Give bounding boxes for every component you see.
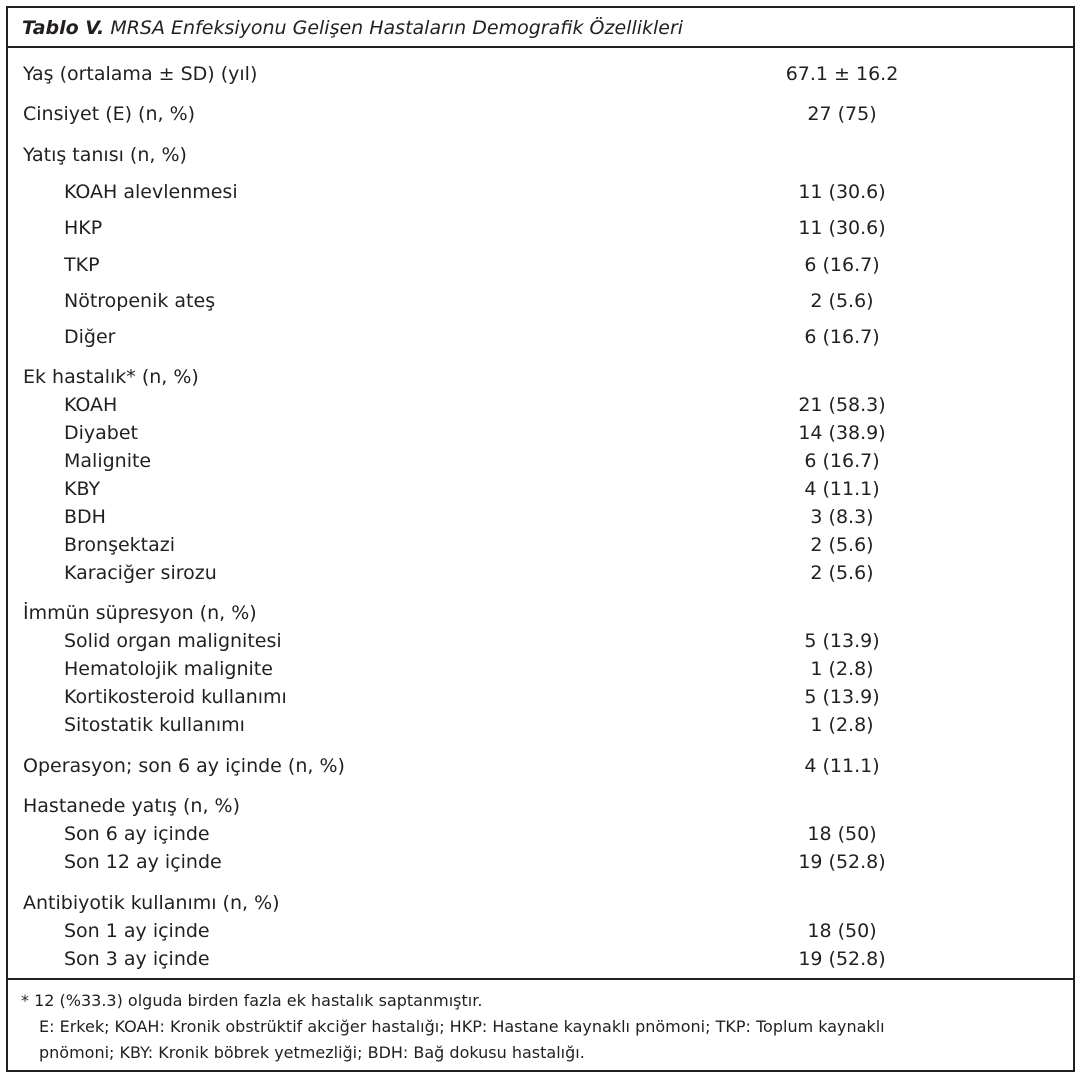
table-title — [22, 17, 683, 39]
row-label: KOAH — [64, 394, 118, 416]
table-row — [8, 532, 1073, 558]
row-label: Hastanede yatış (n, %) — [23, 795, 240, 817]
row-label: TKP — [64, 254, 100, 276]
table-row — [8, 420, 1073, 446]
row-label: Antibiyotik kullanımı (n, %) — [23, 892, 280, 914]
table-title-lead: Tablo V. — [22, 17, 105, 39]
row-label: Son 12 ay içinde — [64, 851, 222, 873]
table-row — [8, 142, 1073, 168]
row-label: Hematolojik malignite — [64, 658, 273, 680]
row-value: 11 (30.6) — [798, 217, 886, 239]
row-label: Yaş (ortalama ± SD) (yıl) — [23, 63, 258, 85]
row-value: 2 (5.6) — [810, 290, 874, 312]
table-row — [8, 288, 1073, 314]
row-label: Diğer — [64, 326, 116, 348]
table-row — [8, 252, 1073, 278]
table-row — [8, 849, 1073, 875]
row-value: 6 (16.7) — [804, 254, 880, 276]
row-value: 1 (2.8) — [810, 658, 874, 680]
row-label: Operasyon; son 6 ay içinde (n, %) — [23, 755, 345, 777]
table-row — [8, 753, 1073, 779]
row-value: 5 (13.9) — [804, 686, 880, 708]
footnote-abbreviations: E: Erkek; KOAH: Kronik obstrüktif akciğer hastalığı; HKP: Hastane kaynaklı pnömoni; TKP: Toplum kaynaklı — [39, 1017, 885, 1036]
row-label: Diyabet — [64, 422, 138, 444]
row-label: Solid organ malignitesi — [64, 630, 282, 652]
row-label: Son 1 ay içinde — [64, 920, 210, 942]
table-row — [8, 628, 1073, 654]
row-value: 4 (11.1) — [804, 755, 880, 777]
row-value: 27 (75) — [807, 103, 877, 125]
table-row — [8, 712, 1073, 738]
table-row — [8, 793, 1073, 819]
row-value: 6 (16.7) — [804, 450, 880, 472]
table-row — [8, 504, 1073, 530]
row-label: Sitostatik kullanımı — [64, 714, 245, 736]
table-row — [8, 600, 1073, 626]
row-value: 11 (30.6) — [798, 181, 886, 203]
row-label: Bronşektazi — [64, 534, 176, 556]
row-value: 2 (5.6) — [810, 534, 874, 556]
row-value: 14 (38.9) — [798, 422, 886, 444]
table-row — [8, 656, 1073, 682]
row-label: Cinsiyet (E) (n, %) — [23, 103, 196, 125]
table-row — [8, 101, 1073, 127]
row-label: Son 3 ay içinde — [64, 948, 210, 970]
table-row — [8, 946, 1073, 972]
row-label: Nötropenik ateş — [64, 290, 216, 312]
table-row — [8, 684, 1073, 710]
row-label: BDH — [64, 506, 106, 528]
table-title-bar — [8, 8, 1073, 48]
row-value: 6 (16.7) — [804, 326, 880, 348]
footnote-abbreviations-cont: pnömoni; KBY: Kronik böbrek yetmezliği; BDH: Bağ dokusu hastalığı. — [39, 1043, 585, 1062]
table-row — [8, 821, 1073, 847]
row-label: KBY — [64, 478, 101, 500]
row-value: 19 (52.8) — [798, 948, 886, 970]
table-divider — [8, 978, 1073, 980]
row-value: 1 (2.8) — [810, 714, 874, 736]
row-label: Karaciğer sirozu — [64, 562, 217, 584]
table-row — [8, 364, 1073, 390]
row-value: 5 (13.9) — [804, 630, 880, 652]
table-frame — [6, 6, 1075, 1072]
table-row — [8, 324, 1073, 350]
row-label: Son 6 ay içinde — [64, 823, 210, 845]
row-label: İmmün süpresyon (n, %) — [23, 602, 257, 624]
row-label: Kortikosteroid kullanımı — [64, 686, 287, 708]
table-row — [8, 448, 1073, 474]
row-value: 18 (50) — [807, 920, 877, 942]
row-value: 3 (8.3) — [810, 506, 874, 528]
row-label: HKP — [64, 217, 103, 239]
table-row — [8, 215, 1073, 241]
table-row — [8, 392, 1073, 418]
table-row — [8, 890, 1073, 916]
table-row — [8, 476, 1073, 502]
row-label: Ek hastalık* (n, %) — [23, 366, 199, 388]
row-value: 21 (58.3) — [798, 394, 886, 416]
row-label: KOAH alevlenmesi — [64, 181, 238, 203]
table-row — [8, 61, 1073, 87]
row-value: 19 (52.8) — [798, 851, 886, 873]
row-value: 4 (11.1) — [804, 478, 880, 500]
table-title-text: MRSA Enfeksiyonu Gelişen Hastaların Demografik Özellikleri — [104, 17, 684, 39]
row-value: 18 (50) — [807, 823, 877, 845]
table-row — [8, 179, 1073, 205]
footnote-asterisk: * 12 (%33.3) olguda birden fazla ek hastalık saptanmıştır. — [21, 991, 483, 1010]
row-label: Yatış tanısı (n, %) — [23, 144, 187, 166]
table-row — [8, 918, 1073, 944]
row-value: 67.1 ± 16.2 — [785, 63, 899, 85]
row-label: Malignite — [64, 450, 152, 472]
table-row — [8, 560, 1073, 586]
row-value: 2 (5.6) — [810, 562, 874, 584]
